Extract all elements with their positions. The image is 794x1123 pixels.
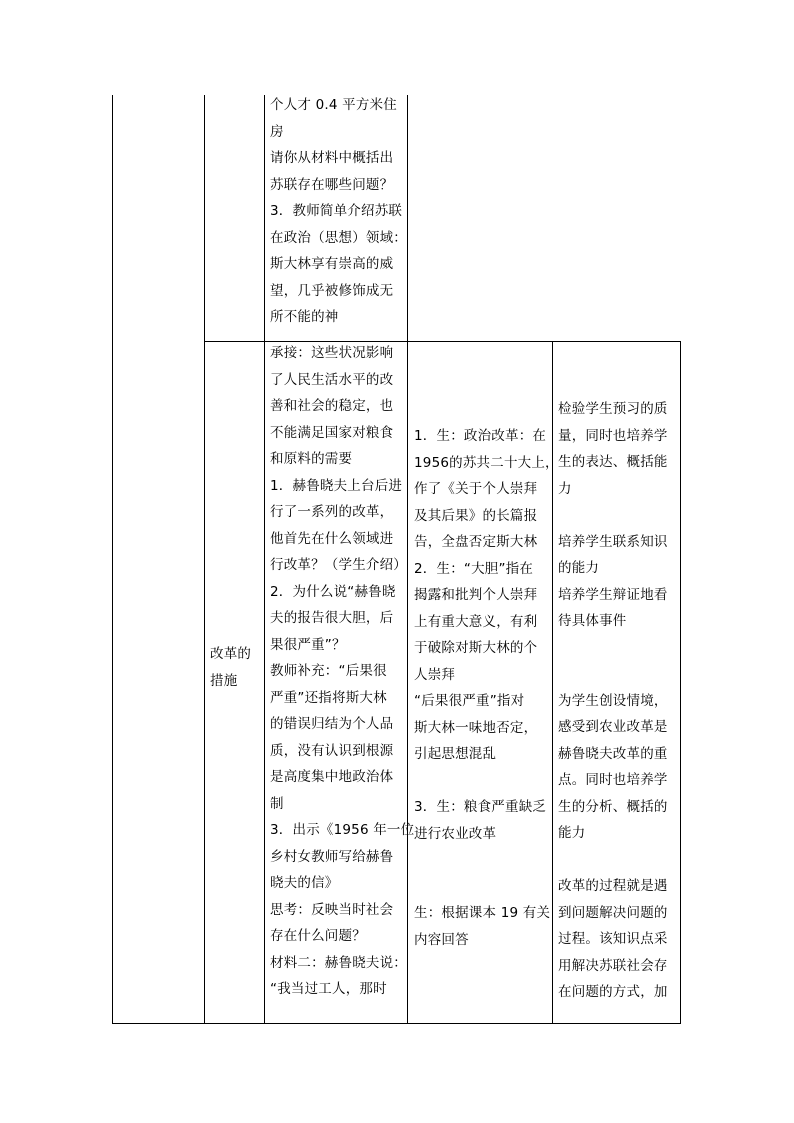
text-line: 到问题解决问题的 — [558, 904, 668, 921]
text-line: 教师补充：“后果很 — [270, 663, 387, 679]
text-line: “后果很严重”指对 — [414, 693, 525, 709]
text-line: 人崇拜 — [414, 666, 456, 683]
text-line: 思考：反映当时社会 — [270, 901, 394, 918]
text-line: 培养学生联系知识 — [558, 533, 668, 550]
text-line: 感受到农业改革是 — [558, 719, 668, 735]
text-line: 1．赫鲁晓夫上台后进 — [270, 477, 403, 494]
text-line: 生的表达、概括能 — [558, 454, 668, 470]
section-label — [210, 641, 251, 694]
text-line: 为学生创设情境， — [558, 692, 668, 709]
design-intent — [558, 396, 668, 1006]
text-line: 量，同时也培养学 — [558, 427, 668, 444]
text-line: 望，几乎被修饰成无 — [270, 282, 394, 299]
table-border-right — [680, 341, 681, 1024]
text-line: 存在什么问题？ — [270, 928, 366, 944]
text-line: 揭露和批判个人崇拜 — [414, 587, 538, 603]
table-border-bottom — [112, 1023, 681, 1024]
text-line: 于破除对斯大林的个 — [414, 640, 538, 656]
text-line: 点。同时也培养学 — [558, 772, 668, 788]
text-line: 请你从材料中概括出 — [270, 150, 394, 166]
teacher-activity — [270, 340, 414, 1003]
text-line: 是高度集中地政治体 — [270, 769, 394, 785]
text-line: 1．生：政治改革：在 — [414, 428, 547, 444]
text-line: 了人民生活水平的改 — [270, 371, 394, 388]
text-line: 个人才 0.4 平方米住 — [270, 97, 397, 113]
text-line: 善和社会的稳定，也 — [270, 398, 394, 414]
text-line: 果很严重”？ — [270, 636, 346, 653]
text-line: 承接：这些状况影响 — [270, 345, 394, 361]
text-line: 3．出示《1956 年一位 — [270, 822, 415, 838]
text-line: 行了一系列的改革， — [270, 504, 394, 520]
text-line: 苏联存在哪些问题？ — [270, 176, 394, 193]
text-line: 材料二：赫鲁晓夫说： — [270, 954, 407, 971]
text-line: 待具体事件 — [558, 613, 627, 629]
text-line: 作了《关于个人崇拜 — [414, 481, 538, 497]
text-line: 引起思想混乱 — [414, 746, 497, 762]
text-line: 检验学生预习的质 — [558, 401, 668, 417]
text-line: 2．生：“大胆”指在 — [414, 560, 534, 577]
student-activity — [414, 423, 559, 953]
text-line: 改革的 — [210, 646, 252, 662]
text-line: 制 — [270, 795, 284, 812]
text-line: 晓夫的信》 — [270, 875, 339, 891]
text-line: 的能力 — [558, 560, 600, 576]
text-line: 生的分析、概括的 — [558, 798, 668, 815]
table-divider-col1 — [204, 95, 205, 1024]
text-line: 斯大林享有崇高的威 — [270, 256, 394, 272]
text-line: 夫的报告很大胆，后 — [270, 610, 394, 626]
text-line: 斯大林一味地否定， — [414, 719, 538, 736]
text-line: 培养学生辩证地看 — [558, 586, 668, 603]
text-line: 乡村女教师写给赫鲁 — [270, 848, 394, 865]
text-line: 的错误归结为个人品 — [270, 716, 394, 732]
text-line: 3．生：粮食严重缺乏 — [414, 799, 547, 815]
teacher-activity-continued — [270, 92, 407, 331]
text-line: 1956的苏共二十大上， — [414, 454, 559, 471]
text-line: “我当过工人，那时 — [270, 981, 387, 997]
text-line: 3．教师简单介绍苏联 — [270, 203, 403, 219]
text-line: 能力 — [558, 825, 586, 841]
text-line: 2．为什么说“赫鲁晓 — [270, 583, 396, 600]
text-line: 严重”还指将斯大林 — [270, 689, 387, 706]
text-line: 质，没有认识到根源 — [270, 742, 394, 759]
text-line: 及其后果》的长篇报 — [414, 507, 538, 524]
text-line: 改革的过程就是遇 — [558, 878, 668, 894]
text-line: 力 — [558, 480, 572, 497]
text-line: 在政治（思想）领域： — [270, 229, 407, 246]
table-divider-col2 — [264, 95, 265, 1024]
text-line: 过程。该知识点采 — [558, 931, 668, 947]
text-line: 上有重大意义，有利 — [414, 613, 538, 630]
text-line: 措施 — [210, 672, 238, 689]
text-line: 告，全盘否定斯大林 — [414, 534, 538, 550]
text-line: 房 — [270, 123, 284, 140]
text-line: 行改革？（学生介绍） — [270, 557, 407, 573]
text-line: 和原料的需要 — [270, 451, 353, 467]
text-line: 内容回答 — [414, 931, 469, 948]
text-line: 用解决苏联社会存 — [558, 957, 668, 974]
text-line: 赫鲁晓夫改革的重 — [558, 745, 668, 762]
text-line: 进行农业改革 — [414, 825, 497, 842]
text-line: 所不能的神 — [270, 309, 339, 325]
text-line: 生：根据课本 19 有关 — [414, 905, 551, 921]
text-line: 他首先在什么领域进 — [270, 530, 394, 547]
text-line: 不能满足国家对粮食 — [270, 424, 394, 441]
text-line: 在问题的方式，加 — [558, 984, 668, 1000]
table-border-left — [112, 95, 113, 1024]
